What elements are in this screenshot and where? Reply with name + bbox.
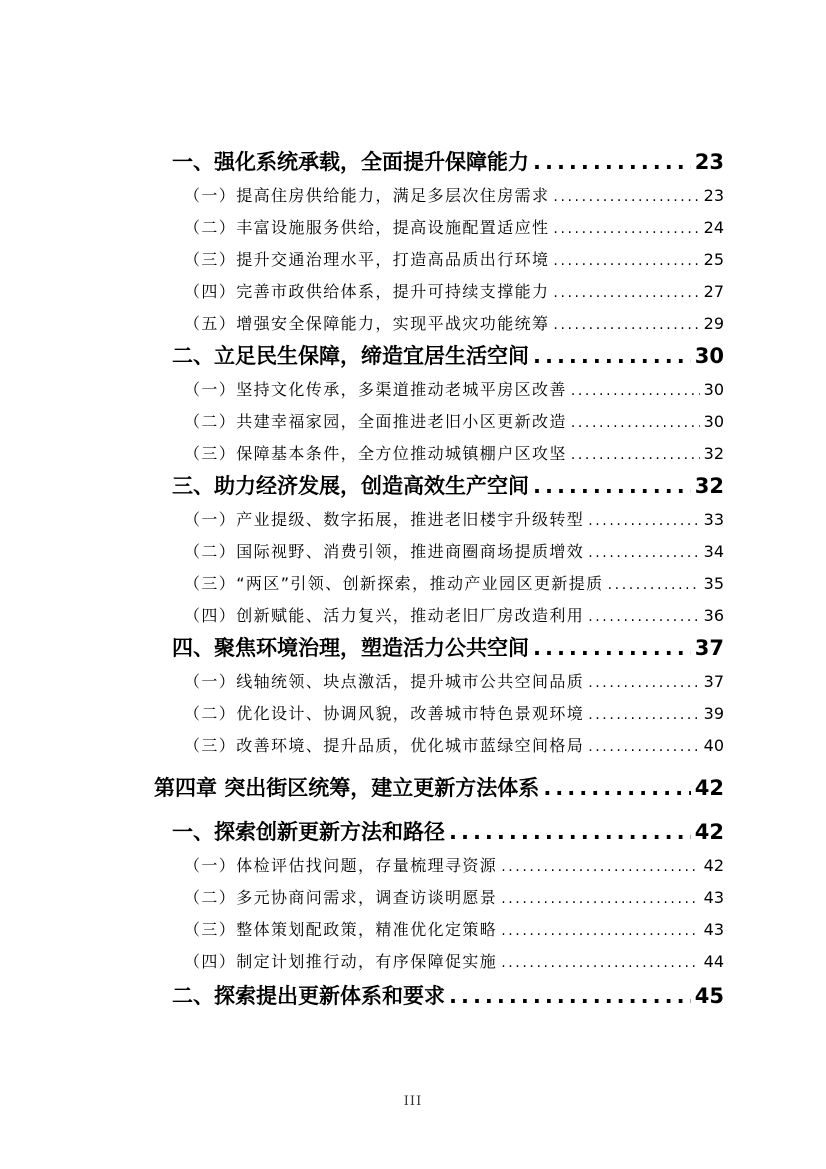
toc-entry-title: （四）完善市政供给体系，提升可持续支撑能力 xyxy=(184,282,550,301)
toc-page-number: 44 xyxy=(703,952,724,971)
leader-dots xyxy=(588,707,699,723)
toc-entry-title: （一）产业提级、数字拓展，推进老旧楼宇升级转型 xyxy=(184,510,585,529)
toc-subsection-entry[interactable] xyxy=(184,603,724,627)
toc-entry-title: （二）优化设计、协调风貌，改善城市特色景观环境 xyxy=(184,704,585,723)
leader-dots xyxy=(501,955,699,971)
toc-entry-title: （一）体检评估找问题，存量梳理寻资源 xyxy=(184,856,498,875)
toc-section-entry[interactable] xyxy=(172,816,724,848)
toc-entry-title: （四）制定计划推行动，有序保障促实施 xyxy=(184,952,498,971)
toc-entry-title: （三）改善环境、提升品质，优化城市蓝绿空间格局 xyxy=(184,736,585,755)
toc-entry-title: 第四章 突出街区统筹，建立更新方法体系 xyxy=(154,776,540,800)
leader-dots xyxy=(571,447,700,463)
toc-page-number: 30 xyxy=(694,344,724,368)
toc-page-number: 33 xyxy=(703,510,724,529)
toc-subsection-entry[interactable] xyxy=(184,701,724,725)
toc-page-number: 34 xyxy=(703,542,724,561)
toc-section-entry[interactable] xyxy=(172,980,724,1012)
toc-page-number: 42 xyxy=(694,820,724,844)
toc-entry-title: （五）增强安全保障能力，实现平战灾功能统筹 xyxy=(184,314,550,333)
toc-page-number: 23 xyxy=(703,186,724,205)
leader-dots xyxy=(449,984,691,1008)
leader-dots xyxy=(449,820,691,844)
toc-subsection-entry[interactable] xyxy=(184,669,724,693)
toc-entry-title: （二）丰富设施服务供给，提高设施配置适应性 xyxy=(184,218,550,237)
toc-entry-title: 一、探索创新更新方法和路径 xyxy=(172,820,445,844)
toc-entry-title: （一）线轴统领、块点激活，提升城市公共空间品质 xyxy=(184,672,585,691)
toc-entry-title: （三）提升交通治理水平，打造高品质出行环境 xyxy=(184,250,550,269)
leader-dots xyxy=(553,221,699,237)
toc-page-number: 27 xyxy=(703,282,724,301)
leader-dots xyxy=(533,150,691,174)
toc-subsection-entry[interactable] xyxy=(184,441,724,465)
leader-dots xyxy=(588,739,699,755)
toc-subsection-entry[interactable] xyxy=(184,279,724,303)
toc-section-entry[interactable] xyxy=(172,146,724,178)
toc-entry-title: （三）“两区”引领、创新探索，推动产业园区更新提质 xyxy=(184,574,604,593)
leader-dots xyxy=(588,675,699,691)
leader-dots xyxy=(533,474,691,498)
toc-section-entry[interactable] xyxy=(172,632,724,664)
toc-page-number: 36 xyxy=(703,606,724,625)
toc-entry-title: （二）多元协商问需求，调查访谈明愿景 xyxy=(184,888,498,907)
toc-entry-title: （二）国际视野、消费引领，推进商圈商场提质增效 xyxy=(184,542,585,561)
toc-section-entry[interactable] xyxy=(172,470,724,502)
toc-subsection-entry[interactable] xyxy=(184,885,724,909)
toc-entry-title: 三、助力经济发展，创造高效生产空间 xyxy=(172,474,529,498)
toc-subsection-entry[interactable] xyxy=(184,215,724,239)
leader-dots xyxy=(608,577,700,593)
toc-page-number: 23 xyxy=(694,150,724,174)
toc-page-number: 42 xyxy=(703,856,724,875)
toc-entry-title: 一、强化系统承载，全面提升保障能力 xyxy=(172,150,529,174)
leader-dots xyxy=(501,891,699,907)
toc-page-number: 43 xyxy=(703,888,724,907)
leader-dots xyxy=(588,513,699,529)
toc-subsection-entry[interactable] xyxy=(184,571,724,595)
toc-page-number: 25 xyxy=(703,250,724,269)
leader-dots xyxy=(553,317,699,333)
toc-entry-title: 二、探索提出更新体系和要求 xyxy=(172,984,445,1008)
leader-dots xyxy=(543,776,690,800)
toc-subsection-entry[interactable] xyxy=(184,183,724,207)
toc-entry-title: （四）创新赋能、活力复兴，推动老旧厂房改造利用 xyxy=(184,606,585,625)
toc-page-number: 35 xyxy=(703,574,724,593)
leader-dots xyxy=(553,285,699,301)
toc-subsection-entry[interactable] xyxy=(184,733,724,757)
toc-subsection-entry[interactable] xyxy=(184,917,724,941)
page-footer-number: III xyxy=(403,1094,423,1109)
leader-dots xyxy=(553,189,699,205)
toc-subsection-entry[interactable] xyxy=(184,377,724,401)
toc-entry-title: （三）整体策划配政策，精准优化定策略 xyxy=(184,920,498,939)
toc-page-number: 30 xyxy=(703,412,724,431)
leader-dots xyxy=(571,415,700,431)
leader-dots xyxy=(588,545,699,561)
toc-page-number: 24 xyxy=(703,218,724,237)
toc-section-entry[interactable] xyxy=(172,340,724,372)
toc-page-number: 32 xyxy=(694,474,724,498)
leader-dots xyxy=(571,383,700,399)
toc-page-number: 40 xyxy=(703,736,724,755)
toc-page-number: 45 xyxy=(694,984,724,1008)
toc-page-number: 29 xyxy=(703,314,724,333)
toc-page-number: 37 xyxy=(703,672,724,691)
leader-dots xyxy=(533,344,691,368)
toc-subsection-entry[interactable] xyxy=(184,507,724,531)
toc-chapter-entry[interactable] xyxy=(154,772,724,804)
toc-page-number: 43 xyxy=(703,920,724,939)
toc-page-number: 39 xyxy=(703,704,724,723)
toc-page-number: 30 xyxy=(703,380,724,399)
leader-dots xyxy=(553,253,699,269)
leader-dots xyxy=(533,636,691,660)
leader-dots xyxy=(501,923,699,939)
toc-page-number: 32 xyxy=(703,444,724,463)
toc-subsection-entry[interactable] xyxy=(184,311,724,335)
toc-page-number: 37 xyxy=(694,636,724,660)
toc-subsection-entry[interactable] xyxy=(184,949,724,973)
toc-entry-title: 二、立足民生保障，缔造宜居生活空间 xyxy=(172,344,529,368)
leader-dots xyxy=(588,609,699,625)
toc-entry-title: （一）坚持文化传承，多渠道推动老城平房区改善 xyxy=(184,380,567,399)
toc-subsection-entry[interactable] xyxy=(184,409,724,433)
toc-page-number: 42 xyxy=(694,776,724,800)
toc-entry-title: 四、聚焦环境治理，塑造活力公共空间 xyxy=(172,636,529,660)
toc-entry-title: （一）提高住房供给能力，满足多层次住房需求 xyxy=(184,186,550,205)
toc-subsection-entry[interactable] xyxy=(184,247,724,271)
toc-subsection-entry[interactable] xyxy=(184,853,724,877)
leader-dots xyxy=(501,859,699,875)
toc-entry-title: （三）保障基本条件，全方位推动城镇棚户区攻坚 xyxy=(184,444,567,463)
toc-entry-title: （二）共建幸福家园，全面推进老旧小区更新改造 xyxy=(184,412,567,431)
toc-subsection-entry[interactable] xyxy=(184,539,724,563)
